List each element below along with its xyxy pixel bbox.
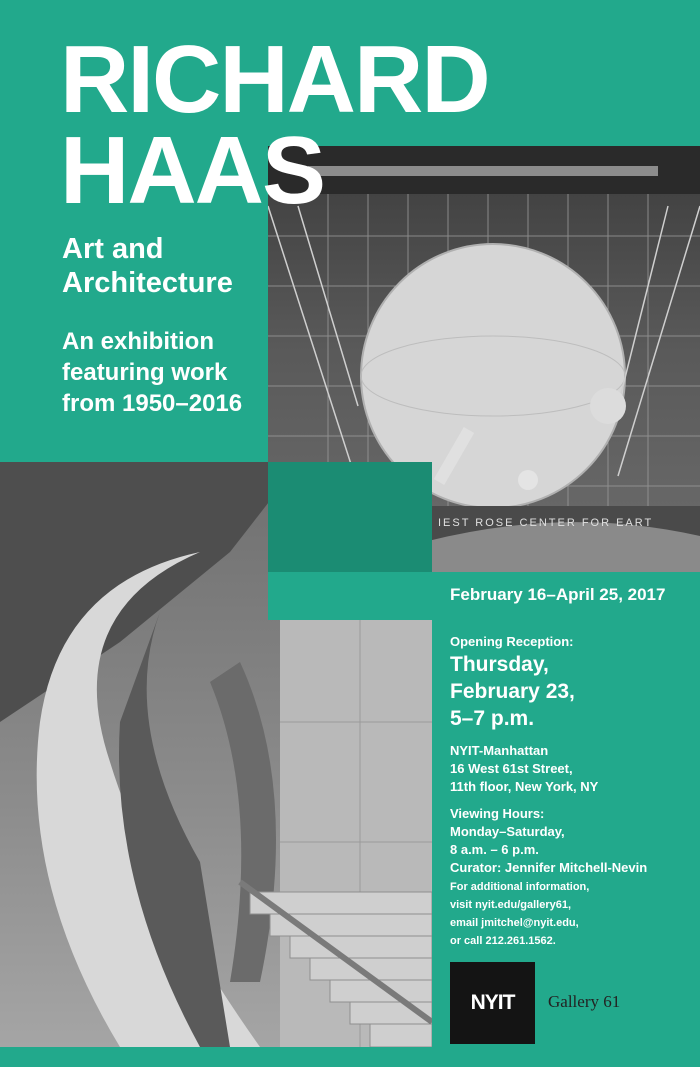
title-first-name: RICHARD xyxy=(60,26,489,133)
subtitle-line2: Architecture xyxy=(62,267,233,299)
hours-time: 8 a.m. – 6 p.m. xyxy=(450,842,539,857)
curator: Curator: Jennifer Mitchell-Nevin xyxy=(450,860,648,875)
reception-date: February 23, xyxy=(450,680,575,703)
contact-line4: or call 212.261.1562. xyxy=(450,935,556,947)
reception-time: 5–7 p.m. xyxy=(450,707,535,730)
overlap-panel xyxy=(268,462,432,588)
location-name: NYIT-Manhattan xyxy=(450,743,549,758)
reception-day: Thursday, xyxy=(450,653,549,676)
location-floor: 11th floor, New York, NY xyxy=(450,779,599,794)
title-last-name: HAAS xyxy=(60,117,325,224)
desc-line3: from 1950–2016 xyxy=(62,390,243,417)
nyit-logo xyxy=(450,962,535,1044)
hours-days: Monday–Saturday, xyxy=(450,824,565,839)
gallery-name: Gallery 61 xyxy=(548,992,621,1011)
logo-text: NYIT xyxy=(470,991,515,1014)
bottom-band xyxy=(108,1047,700,1067)
reception-label: Opening Reception: xyxy=(450,634,574,649)
teal-panel-left xyxy=(268,572,432,620)
hours-label: Viewing Hours: xyxy=(450,806,545,821)
location-street: 16 West 61st Street, xyxy=(450,761,573,776)
contact-line3: email jmitchel@nyit.edu, xyxy=(450,917,579,929)
contact-line2: visit nyit.edu/gallery61, xyxy=(450,899,572,911)
subtitle-line1: Art and xyxy=(62,233,164,265)
artwork-inscription: IEST ROSE CENTER FOR EART xyxy=(438,517,654,529)
exhibition-dates: February 16–April 25, 2017 xyxy=(450,585,666,604)
desc-line1: An exhibition xyxy=(62,328,214,355)
desc-line2: featuring work xyxy=(62,359,228,386)
contact-line1: For additional information, xyxy=(450,881,590,893)
